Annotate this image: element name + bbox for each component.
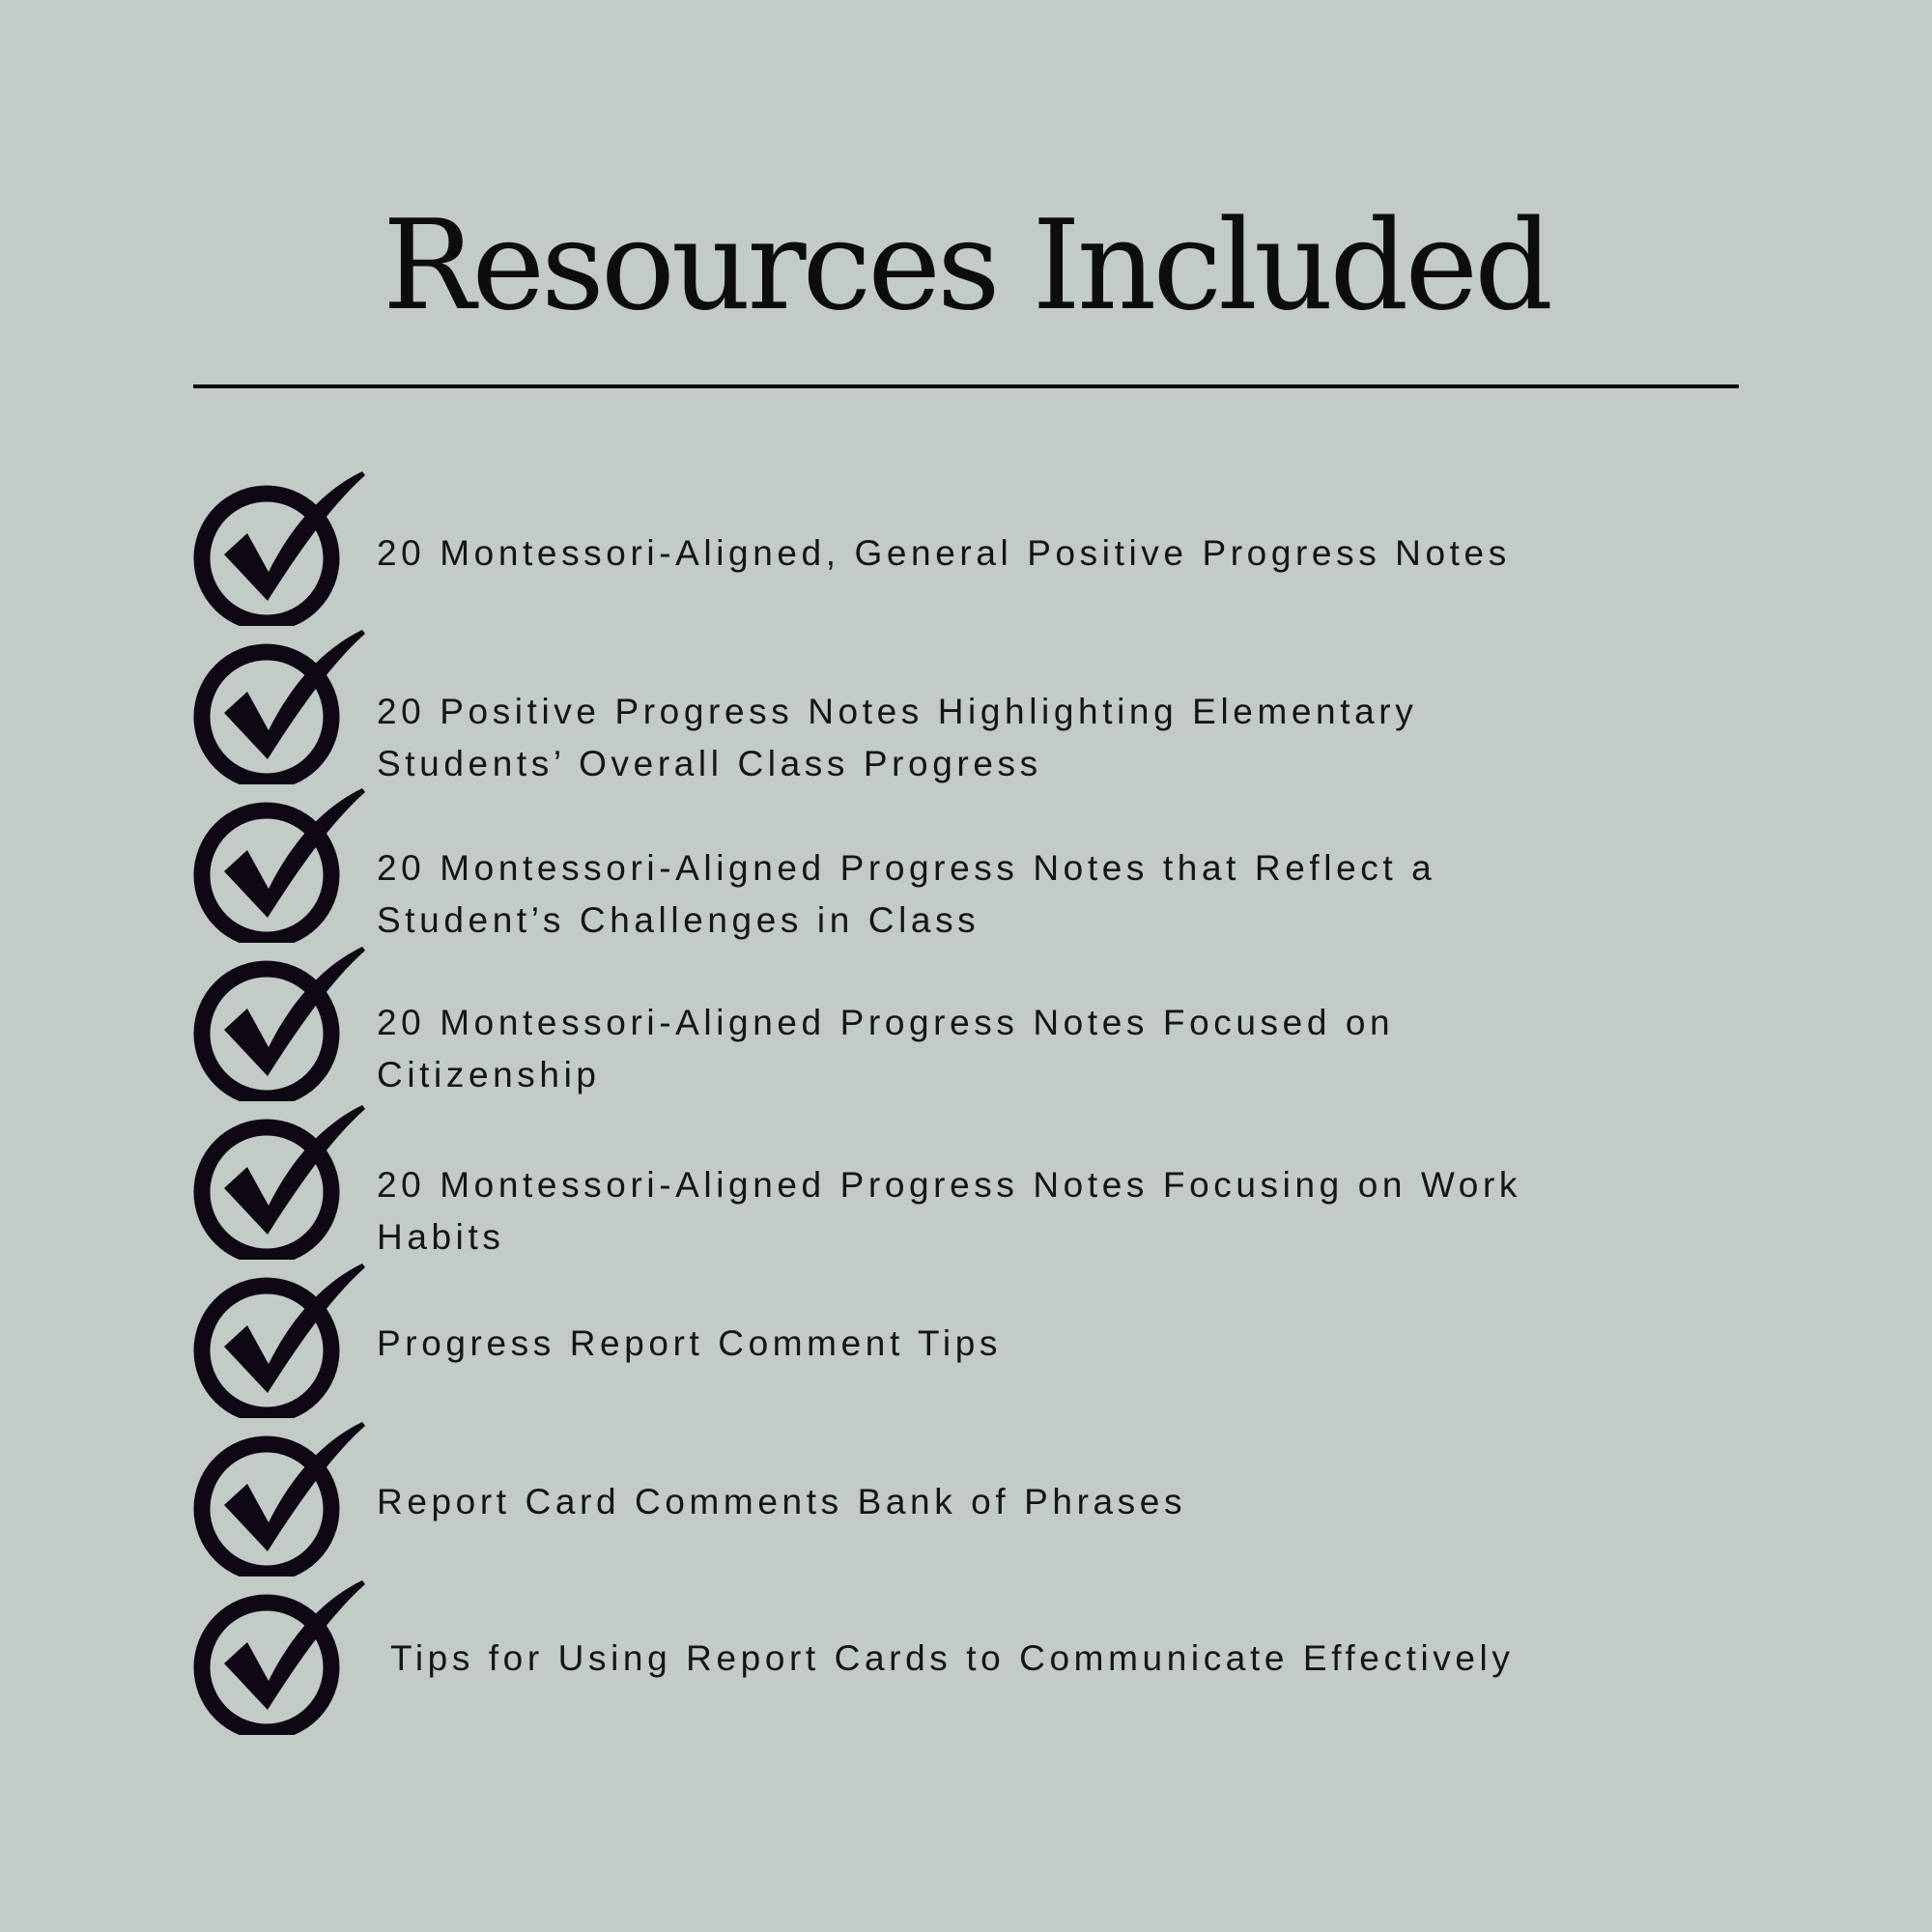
- title-divider: [193, 384, 1739, 388]
- page-title: Resources Included: [383, 194, 1549, 338]
- item-label: 20 Montessori-Aligned Progress Notes that Reflect a Student’s Challenges in Class: [377, 848, 1436, 940]
- list-item: [0, 788, 1932, 940]
- item-label: Tips for Using Report Cards to Communicate Effectively: [390, 1638, 1515, 1678]
- checkmark-circle-icon: [191, 1580, 365, 1735]
- list-item: [0, 1264, 1932, 1408]
- list-item: [0, 947, 1932, 1092]
- checkmark-circle-icon: [191, 1422, 365, 1577]
- item-label: 20 Positive Progress Notes Highlighting Elementary Students’ Overall Class Progress: [377, 692, 1418, 783]
- item-label: 20 Montessori-Aligned Progress Notes Focused on Citizenship: [377, 1003, 1395, 1094]
- list-item: [0, 471, 1932, 616]
- checkmark-circle-icon: [191, 471, 365, 626]
- checkmark-circle-icon: [191, 1264, 365, 1418]
- item-label: 20 Montessori-Aligned, General Positive Progress Notes: [377, 533, 1511, 573]
- list-item: [0, 630, 1932, 783]
- list-item: [0, 1105, 1932, 1257]
- checkmark-circle-icon: [191, 947, 365, 1101]
- checkmark-circle-icon: [191, 630, 365, 784]
- list-item: [0, 1580, 1932, 1725]
- item-label: Report Card Comments Bank of Phrases: [377, 1482, 1187, 1521]
- checkmark-circle-icon: [191, 788, 365, 943]
- item-label: 20 Montessori-Aligned Progress Notes Focusing on Work Habits: [377, 1165, 1521, 1257]
- checkmark-circle-icon: [191, 1105, 365, 1260]
- list-item: [0, 1422, 1932, 1567]
- item-label: Progress Report Comment Tips: [377, 1323, 1002, 1363]
